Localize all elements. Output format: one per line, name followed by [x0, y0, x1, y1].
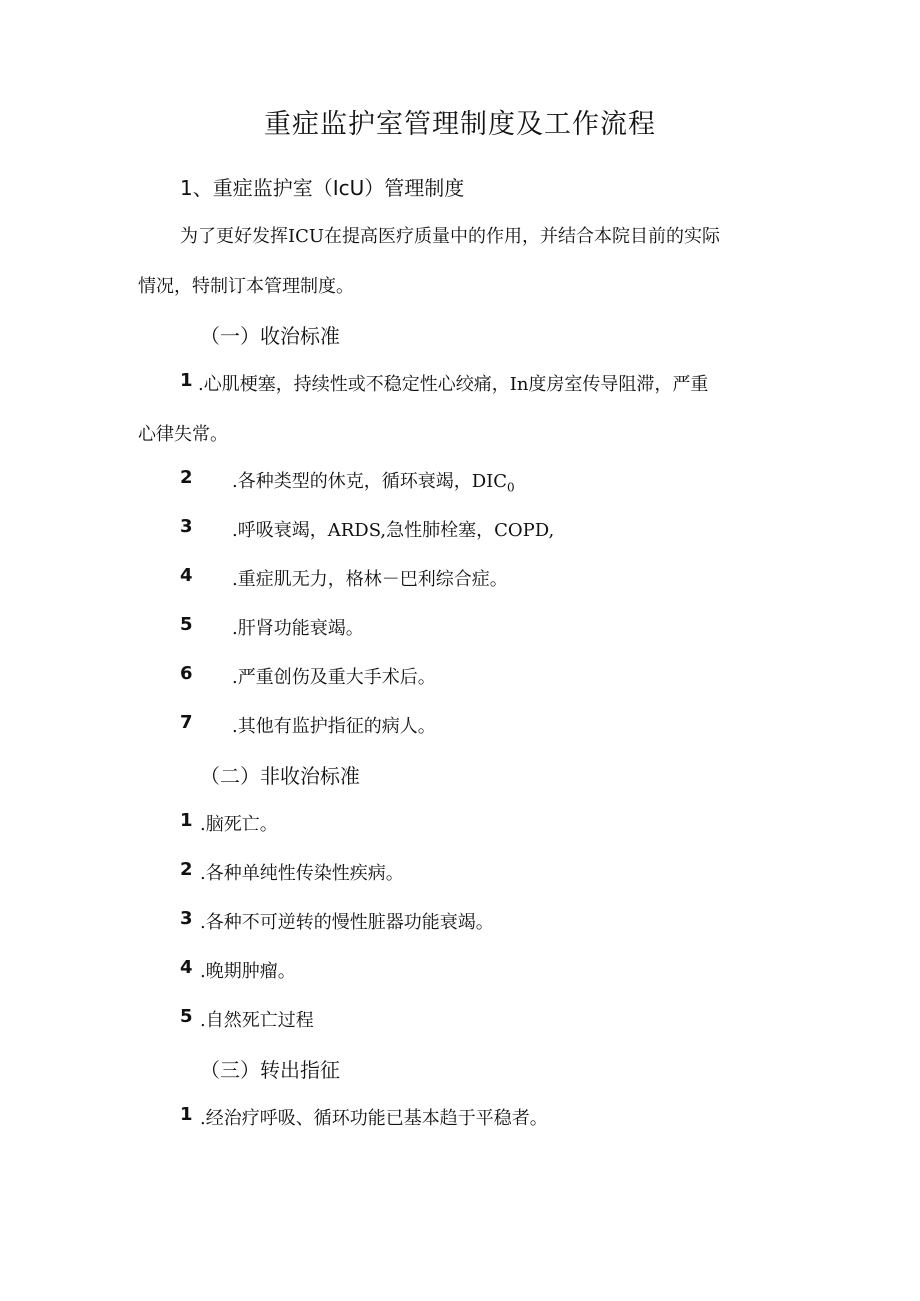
item-number: 7 [180, 712, 193, 733]
item-number: 2 [180, 467, 193, 488]
item-number: 3 [180, 908, 193, 929]
item-number: 4 [180, 565, 193, 586]
intro-line-1: 为了更好发挥ICU在提高医疗质量中的作用，并结合本院目前的实际 [180, 226, 721, 247]
item-number: 3 [180, 516, 193, 537]
item-number: 2 [180, 859, 193, 880]
item-number: 1 [180, 1104, 193, 1125]
item-number: 1 [180, 810, 193, 831]
item-text: .心肌梗塞，持续性或不稳定性心绞痛，In度房室传导阻滞，严重 [198, 374, 709, 395]
transfer-heading: （三）转出指征 [200, 1058, 340, 1082]
item-number: 5 [180, 1006, 193, 1027]
non-admission-heading: （二）非收治标准 [200, 764, 360, 788]
item-number: 1 [180, 370, 193, 391]
item-text: .经治疗呼吸、循环功能已基本趋于平稳者。 [200, 1108, 548, 1129]
item-text-continued: 心律失常。 [138, 424, 228, 445]
item-number: 4 [180, 957, 193, 978]
item-text: .晚期肿瘤。 [200, 961, 296, 982]
item-number: 5 [180, 614, 193, 635]
item-text: .自然死亡过程 [200, 1010, 314, 1031]
item-text: .呼吸衰竭，ARDS,急性肺栓塞，COPD, [232, 520, 555, 541]
section-heading: 1、重症监护室（IcU）管理制度 [180, 176, 465, 200]
intro-line-2: 情况，特制订本管理制度。 [138, 276, 354, 297]
item-text: .其他有监护指征的病人。 [232, 716, 436, 737]
item-text: .严重创伤及重大手术后。 [232, 667, 436, 688]
item-subscript: 0 [507, 480, 515, 495]
item-text: .肝肾功能衰竭。 [232, 618, 364, 639]
document-title: 重症监护室管理制度及工作流程 [264, 109, 656, 140]
admission-heading: （一）收治标准 [200, 324, 340, 348]
item-text: .重症肌无力，格林－巴利综合症。 [232, 569, 508, 590]
item-number: 6 [180, 663, 193, 684]
item-text: .各种单纯性传染性疾病。 [200, 863, 404, 884]
item-text: .各种不可逆转的慢性脏器功能衰竭。 [200, 912, 494, 933]
item-text: .脑死亡。 [200, 814, 278, 835]
item-text: .各种类型的休克，循环衰竭，$DIC_0$ [232, 471, 515, 495]
